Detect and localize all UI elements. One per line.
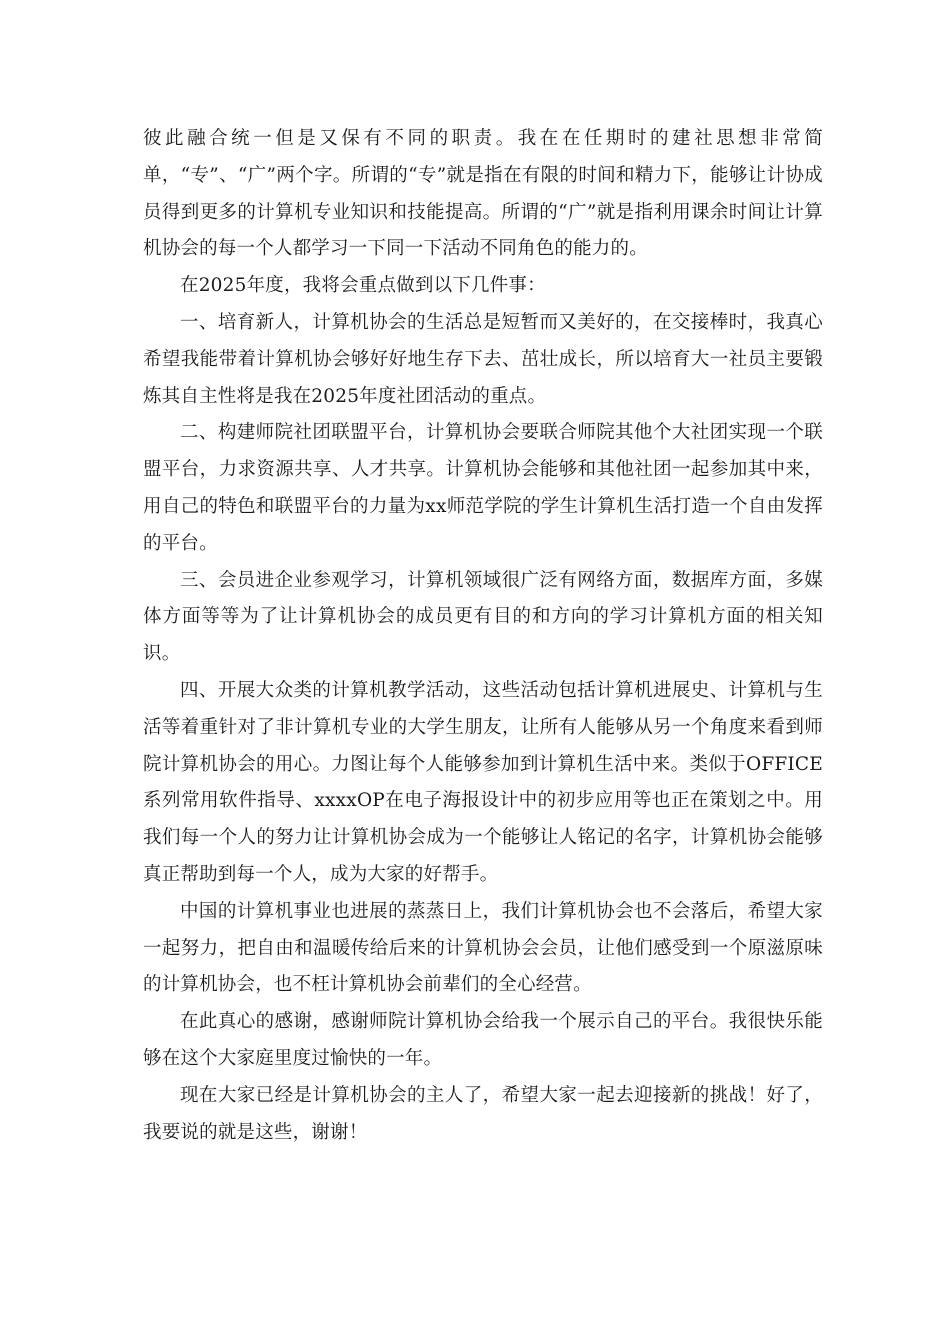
paragraph-intro-2025: 在2025年度，我将会重点做到以下几件事：	[180, 275, 546, 297]
paragraph-closing: 现在大家已经是计算机协会的主人了，希望大家一起去迎接新的挑战！好了，我要说的就是这些，谢谢！	[143, 1084, 823, 1143]
document-body	[143, 121, 823, 1151]
paragraph-item-1: 一、培育新人，计算机协会的生活总是短暂而又美好的，在交接棒时，我真心希望我能带着计算机协会够好好地生存下去、茁壮成长，所以培育大一社员主要锻炼其自主性将是我在2025年度社团活动的重点。	[143, 311, 823, 407]
paragraph-item-4: 四、开展大众类的计算机教学活动，这些活动包括计算机进展史、计算机与生活等着重针对了非计算机专业的大学生朋友，让所有人能够从另一个角度来看到师院计算机协会的用心。力图让每个人能够参加到计算机生活中来。类似于OFFICE系列常用软件指导、xxxxOP在电子海报设计中的初步应用等也正在策划之中。用我们每一个人的努力让计算机协会成为一个能够让人铭记的名字，计算机协会能够真正帮助到每一个人，成为大家的好帮手。	[143, 679, 823, 885]
paragraph-continuation: 彼此融合统一但是又保有不同的职责。我在在任期时的建社思想非常简单，“专”、“广”两个字。所谓的“专”就是指在有限的时间和精力下，能够让计协成员得到更多的计算机专业知识和技能提高。所谓的“广”就是指利用课余时间让计算机协会的每一个人都学习一下同一下活动不同角色的能力的。	[143, 128, 823, 260]
paragraph-item-2: 二、构建师院社团联盟平台，计算机协会要联合师院其他个大社团实现一个联盟平台，力求资源共享、人才共享。计算机协会能够和其他社团一起参加其中来，用自己的特色和联盟平台的力量为xx师范学院的学生计算机生活打造一个自由发挥的平台。	[143, 422, 823, 554]
paragraph-outlook: 中国的计算机事业也进展的蒸蒸日上，我们计算机协会也不会落后，希望大家一起努力，把自由和温暖传给后来的计算机协会会员，让他们感受到一个原滋原味的计算机协会，也不枉计算机协会前辈们的全心经营。	[143, 900, 823, 996]
paragraph-thanks: 在此真心的感谢，感谢师院计算机协会给我一个展示自己的平台。我很快乐能够在这个大家庭里度过愉快的一年。	[143, 1011, 823, 1069]
paragraph-item-3: 三、会员进企业参观学习，计算机领域很广泛有网络方面，数据库方面，多媒体方面等等为了让计算机协会的成员更有目的和方向的学习计算机方面的相关知识。	[143, 569, 823, 665]
